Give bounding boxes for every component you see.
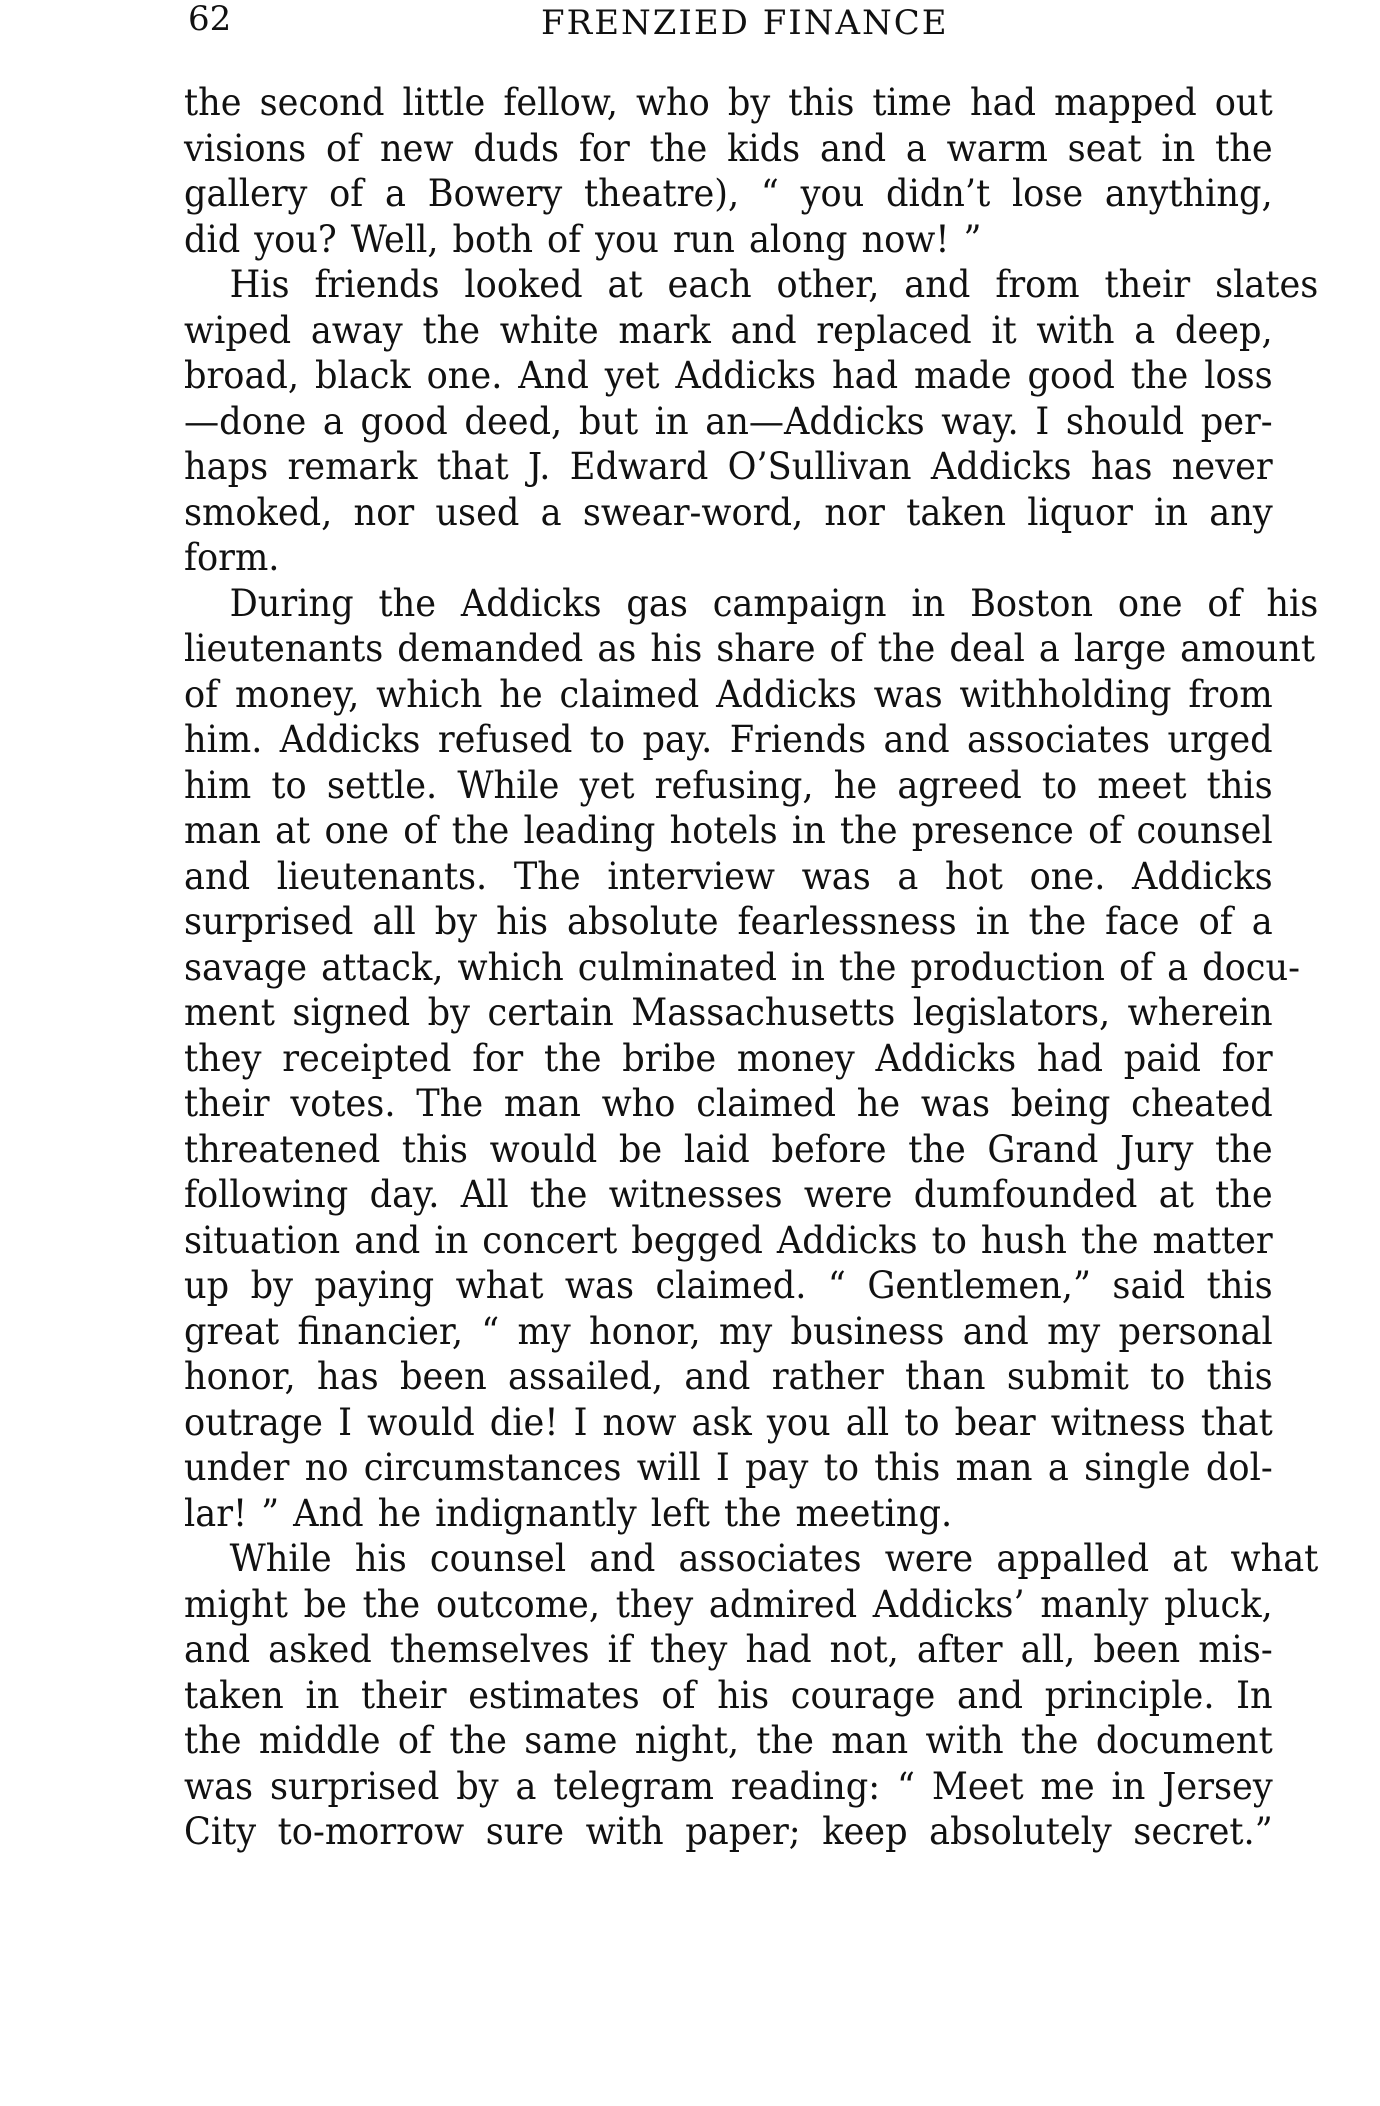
text-line: him to settle. While yet refusing, he agreed to meet this (184, 763, 1273, 807)
text-line: situation and in concert begged Addicks to hush the matter (184, 1218, 1273, 1262)
page-number: 62 (188, 0, 232, 39)
text-line: the second little fellow, who by this time had mapped out (184, 81, 1273, 124)
text-line: haps remark that J. Edward O’Sullivan Addicks has never (184, 445, 1273, 488)
text-line: him. Addicks refused to pay. Friends and associates urged (184, 718, 1273, 761)
text-line: man at one of the leading hotels in the presence of counsel (184, 809, 1273, 852)
text-line: under no circumstances will I pay to this man a single dol- (184, 1446, 1273, 1489)
text-line: taken in their estimates of his courage and principle. In (184, 1673, 1273, 1717)
text-line: surprised all by his absolute fearlessness in the face of a (184, 900, 1273, 943)
text-line: City to-morrow sure with paper; keep absolutely secret.” (184, 1810, 1273, 1853)
text-line: ment signed by certain Massachusetts legislators, wherein (184, 991, 1273, 1034)
text-line: up by paying what was claimed. “ Gentlemen,” said this (184, 1264, 1273, 1307)
running-head (188, 0, 1338, 48)
text-line: the middle of the same night, the man with the document (184, 1719, 1273, 1762)
text-line: savage attack, which culminated in the production of a docu- (184, 945, 1300, 989)
paragraph-first-line: While his counsel and associates were appalled at what (229, 1537, 1319, 1580)
running-title: FRENZIED FINANCE (541, 3, 949, 43)
body-text (184, 80, 1360, 1855)
text-line: following day. All the witnesses were dumfounded at the (184, 1173, 1273, 1216)
text-line: honor, has been assailed, and rather than submit to this (184, 1355, 1273, 1398)
text-line: did you? Well, both of you run along now! ” (184, 217, 982, 261)
text-line: lieutenants demanded as his share of the deal a large amount (184, 627, 1316, 670)
text-line: wiped away the white mark and replaced it with a deep, (184, 308, 1273, 352)
text-line: form. (184, 536, 280, 579)
text-line: great financier, “ my honor, my business and my personal (184, 1309, 1273, 1353)
text-line: —done a good deed, but in an—Addicks way. I should per- (184, 399, 1273, 443)
text-line: threatened this would be laid before the Grand Jury the (184, 1127, 1273, 1171)
text-line: of money, which he claimed Addicks was withholding from (184, 672, 1273, 716)
text-line: broad, black one. And yet Addicks had made good the loss (184, 354, 1273, 397)
text-line: and asked themselves if they had not, after all, been mis- (184, 1628, 1273, 1671)
text-line: and lieutenants. The interview was a hot one. Addicks (184, 854, 1273, 898)
text-line: lar! ” And he indignantly left the meeting. (184, 1491, 953, 1535)
text-line: they receipted for the bribe money Addicks had paid for (184, 1036, 1273, 1080)
paragraph-first-line: His friends looked at each other, and from their slates (229, 263, 1319, 306)
text-line: outrage I would die! I now ask you all to bear witness that (184, 1400, 1273, 1444)
text-line: visions of new duds for the kids and a warm seat in the (184, 126, 1273, 170)
text-line: their votes. The man who claimed he was being cheated (184, 1082, 1273, 1125)
text-line: was surprised by a telegram reading: “ Meet me in Jersey (184, 1764, 1273, 1808)
text-line: gallery of a Bowery theatre), “ you didn’t lose anything, (184, 172, 1273, 215)
paragraph-first-line: During the Addicks gas campaign in Boston one of his (229, 581, 1319, 625)
text-line: smoked, nor used a swear-word, nor taken liquor in any (184, 490, 1273, 534)
text-line: might be the outcome, they admired Addicks’ manly pluck, (184, 1582, 1273, 1626)
